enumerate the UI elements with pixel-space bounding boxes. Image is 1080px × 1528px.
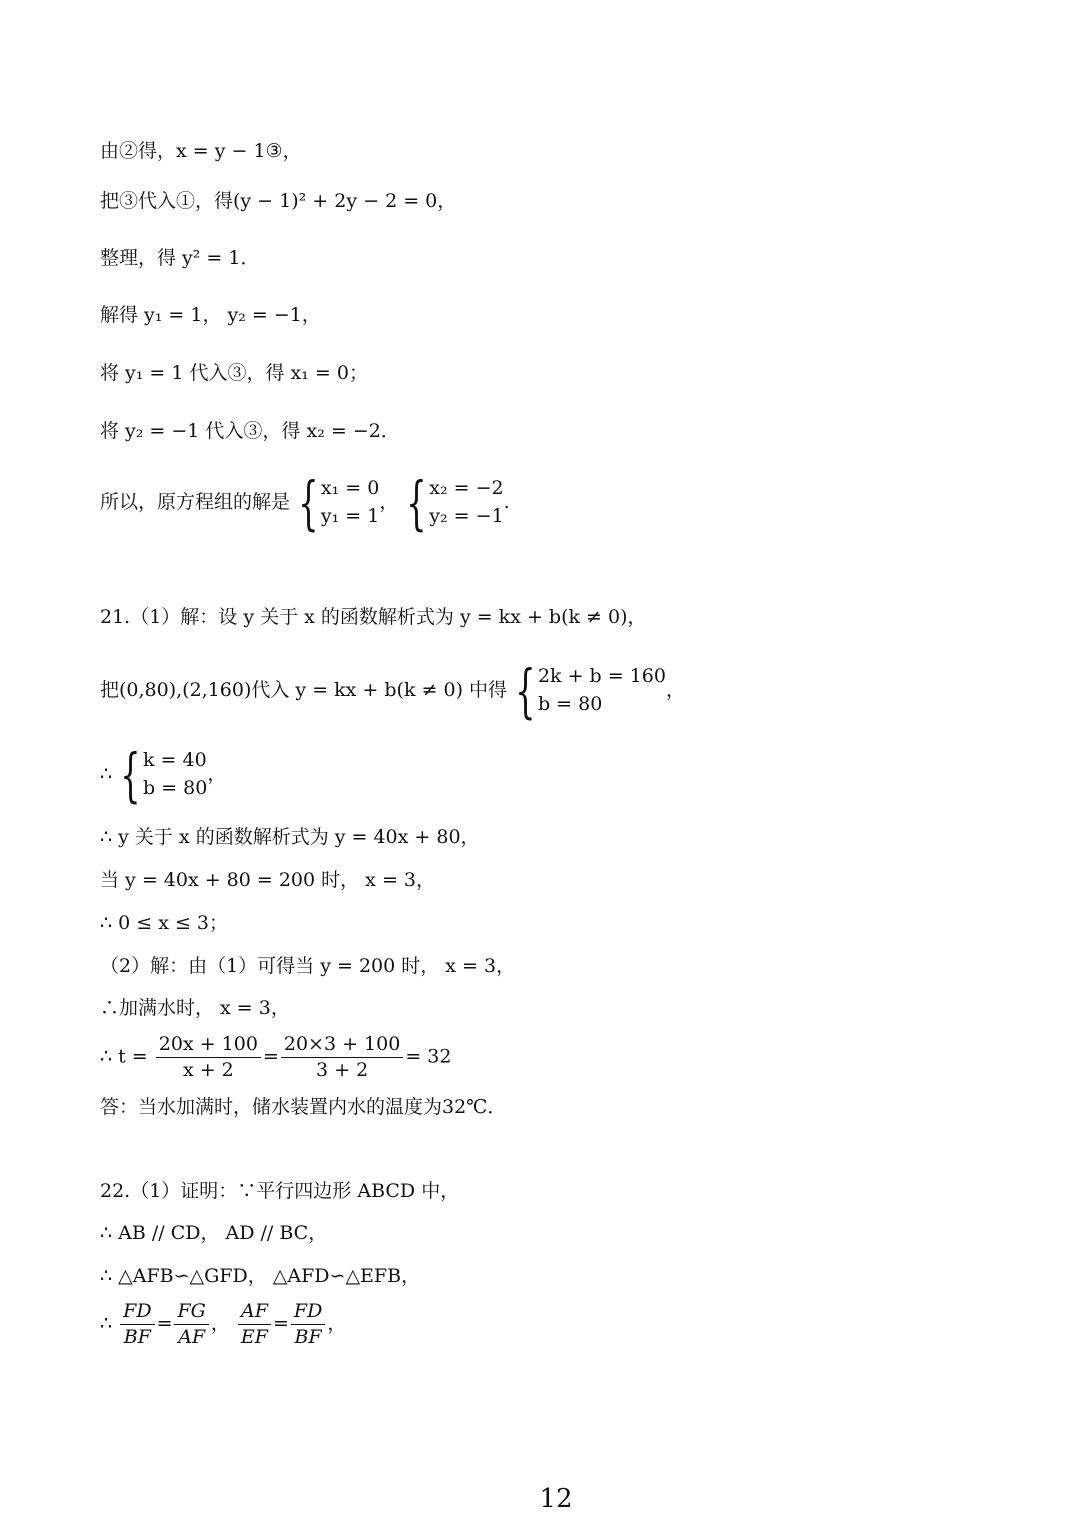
comma: ， bbox=[665, 679, 685, 701]
step-simplify: 整理，得 y² = 1． bbox=[100, 247, 260, 269]
q21-system: { 2k + b = 160 b = 80 bbox=[515, 657, 666, 725]
system-row: 2k + b = 160 bbox=[537, 665, 666, 688]
denominator: 3 + 2 bbox=[315, 1059, 369, 1081]
period: . bbox=[503, 491, 510, 513]
denominator: x + 2 bbox=[182, 1059, 234, 1081]
equals: = bbox=[272, 1312, 289, 1335]
q21-when-200: 当 y = 40x + 80 = 200 时， x = 3， bbox=[100, 869, 435, 891]
numerator: FD bbox=[120, 1302, 154, 1325]
q21-part2: （2）解：由（1）可得当 y = 200 时， x = 3， bbox=[100, 955, 516, 977]
denominator: EF bbox=[240, 1326, 268, 1348]
denominator: AF bbox=[178, 1326, 206, 1348]
comma: ， bbox=[327, 1312, 347, 1335]
q22-parallel: ∴ AB // CD， AD // BC， bbox=[100, 1222, 328, 1244]
q22-proof-start: 22.（1）证明：∵平行四边形 ABCD 中， bbox=[100, 1180, 460, 1202]
numerator: FG bbox=[174, 1302, 208, 1325]
q22-ratios bbox=[100, 1302, 346, 1347]
fraction-2 bbox=[281, 1035, 403, 1080]
system-row: x₂ = −2 bbox=[429, 477, 504, 500]
page-number: 12 bbox=[539, 1484, 573, 1514]
q21-substitute-points bbox=[100, 657, 685, 725]
solution-prefix: 所以，原方程组的解是 bbox=[100, 491, 291, 513]
fraction-fg-af bbox=[174, 1302, 208, 1347]
system-row: y₂ = −1 bbox=[429, 505, 504, 527]
t-prefix: ∴ t = bbox=[100, 1045, 148, 1068]
result: = 32 bbox=[405, 1045, 452, 1068]
step-substitute: 把③代入①，得(y − 1)² + 2y − 2 = 0， bbox=[100, 190, 457, 212]
step-from-eq2: 由②得，x = y − 1③， bbox=[100, 140, 302, 162]
q21-substitute-prefix: 把(0,80),(2,160)代入 y = kx + b(k ≠ 0) 中得 bbox=[100, 679, 508, 701]
fraction-af-ef bbox=[238, 1302, 271, 1347]
system-row: b = 80 bbox=[143, 777, 208, 799]
q22-similar: ∴ △AFB∽△GFD， △AFD∽△EFB， bbox=[100, 1265, 421, 1287]
solution-system-1: { x₁ = 0 y₁ = 1 bbox=[298, 469, 380, 537]
system-row: b = 80 bbox=[537, 693, 603, 715]
q21-function: ∴ y 关于 x 的函数解析式为 y = 40x + 80， bbox=[100, 826, 480, 848]
fraction-fd-bf-2 bbox=[291, 1302, 325, 1347]
step-solve-y: 解得 y₁ = 1， y₂ = −1， bbox=[100, 304, 321, 326]
q21-temperature-calc bbox=[100, 1035, 451, 1080]
solution-system-2: { x₂ = −2 y₂ = −1 bbox=[406, 469, 504, 537]
equals: = bbox=[156, 1312, 173, 1335]
step-sub-y2: 将 y₂ = −1 代入③，得 x₂ = −2． bbox=[100, 420, 400, 442]
fraction-1 bbox=[156, 1035, 261, 1080]
therefore-symbol: ∴ bbox=[100, 1312, 113, 1335]
comma: ， bbox=[207, 763, 227, 785]
numerator: 20×3 + 100 bbox=[281, 1035, 403, 1058]
system-row: x₁ = 0 bbox=[320, 477, 380, 500]
q21-part1-setup: 21.（1）解：设 y 关于 x 的函数解析式为 y = kx + b(k ≠ 0)， bbox=[100, 606, 647, 628]
q21-range: ∴ 0 ≤ x ≤ 3； bbox=[100, 912, 229, 934]
denominator: BF bbox=[123, 1326, 151, 1348]
fraction-fd-bf bbox=[120, 1302, 154, 1347]
equals: = bbox=[262, 1045, 279, 1068]
q21-kb-system: { k = 40 b = 80 bbox=[120, 741, 208, 809]
separator: ， bbox=[379, 491, 399, 513]
q21-full-water: ∴加满水时， x = 3， bbox=[100, 997, 290, 1019]
system-row: k = 40 bbox=[143, 749, 207, 772]
therefore-symbol: ∴ bbox=[100, 763, 113, 785]
step-sub-y1: 将 y₁ = 1 代入③，得 x₁ = 0； bbox=[100, 362, 368, 384]
system-row: y₁ = 1 bbox=[320, 505, 380, 527]
numerator: AF bbox=[238, 1302, 271, 1325]
separator: ， bbox=[210, 1312, 230, 1335]
denominator: BF bbox=[294, 1326, 322, 1348]
q21-answer: 答：当水加满时，储水装置内水的温度为32℃． bbox=[100, 1096, 507, 1118]
numerator: FD bbox=[291, 1302, 325, 1325]
numerator: 20x + 100 bbox=[156, 1035, 261, 1058]
q21-solution-kb bbox=[100, 741, 227, 809]
solution-line bbox=[100, 469, 510, 537]
